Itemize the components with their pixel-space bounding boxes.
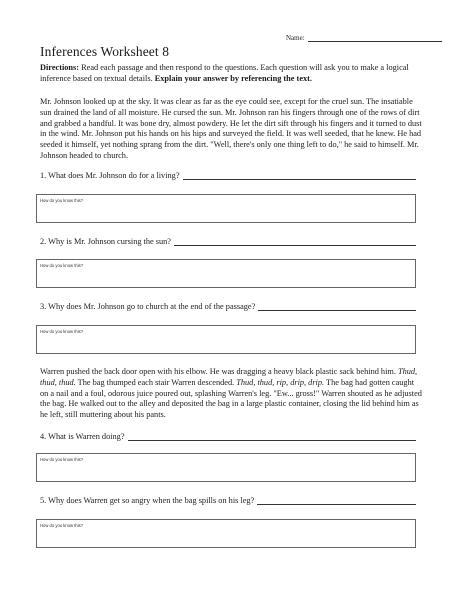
question-1 <box>40 171 416 180</box>
question-4 <box>40 432 416 441</box>
explanation-box-4[interactable] <box>36 453 416 482</box>
directions-text: Read each passage and then respond to the questions. Each question will ask you to make a logical inference based on textual details. <box>40 63 409 83</box>
explanation-box-label: How do you know this? <box>40 457 84 462</box>
passage-2-italic2: Thud, thud, rip, drip, drip. <box>236 377 325 387</box>
explanation-box-1[interactable] <box>36 194 416 223</box>
explanation-box-3[interactable] <box>36 325 416 354</box>
explanation-box-label: How do you know this? <box>40 263 84 268</box>
directions-emphasis: Explain your answer by referencing the text. <box>154 73 312 83</box>
explanation-box-label: How do you know this? <box>40 198 84 203</box>
passage-2 <box>40 367 424 421</box>
answer-3-line[interactable] <box>258 302 416 311</box>
passage-2-part2: The bag thumped each stair Warren descended. <box>75 377 237 387</box>
passage-2-part1: Warren pushed the back door open with his elbow. He was dragging a heavy black plastic sack behind him. <box>40 367 398 376</box>
explanation-box-2[interactable] <box>36 259 416 288</box>
question-1-text: 1. What does Mr. Johnson do for a living? <box>40 171 180 180</box>
explanation-box-5[interactable] <box>36 519 416 548</box>
answer-1-line[interactable] <box>183 171 417 180</box>
question-5 <box>40 496 416 505</box>
explanation-box-label: How do you know this? <box>40 523 84 528</box>
name-label: Name: <box>286 34 305 42</box>
name-input-line[interactable] <box>308 34 442 42</box>
passage-2-part3: The bag had gotten caught on a nail and a foul, odorous juice poured out, splashing Warren's leg. "Ew... gross!" Warren shouted as he adjusted the bag. He walked out to the alley and deposited the bag in a large plastic container, closing the lid behind him as he left, still muttering about his pants. <box>40 377 422 420</box>
explanation-box-label: How do you know this? <box>40 329 84 334</box>
question-2 <box>40 237 416 246</box>
question-3 <box>40 302 416 311</box>
worksheet-title: Inferences Worksheet 8 <box>40 44 170 59</box>
question-4-text: 4. What is Warren doing? <box>40 432 125 441</box>
question-3-text: 3. Why does Mr. Johnson go to church at the end of the passage? <box>40 302 256 311</box>
question-5-text: 5. Why does Warren get so angry when the bag spills on his leg? <box>40 496 255 505</box>
answer-4-line[interactable] <box>128 432 416 441</box>
directions <box>40 63 424 85</box>
question-2-text: 2. Why is Mr. Johnson cursing the sun? <box>40 237 171 246</box>
directions-label: Directions: <box>40 63 80 72</box>
name-field[interactable] <box>286 34 442 42</box>
answer-2-line[interactable] <box>174 237 416 246</box>
passage-1: Mr. Johnson looked up at the sky. It was clear as far as the eye could see, except for the cruel sun. The insatiable sun drained the land of all moisture. He cursed the sun. Mr. Johnson ran his fingers through one of the rows of dirt and grabbed a handful. It was bone dry, almost powdery. He let the dirt sift through his fingers and it turned to dust in the wind. Mr. Johnson put his hands on his hips and surveyed the field. It was well seeded, that he knew. He had seeded it himself, yet nothing sprang from the dirt. "Well, there's only one thing left to do," he said to himself. Mr. Johnson headed to church. <box>40 97 422 160</box>
answer-5-line[interactable] <box>257 496 416 505</box>
passage-2-italic1: Thud, thud, thud. <box>40 367 418 387</box>
